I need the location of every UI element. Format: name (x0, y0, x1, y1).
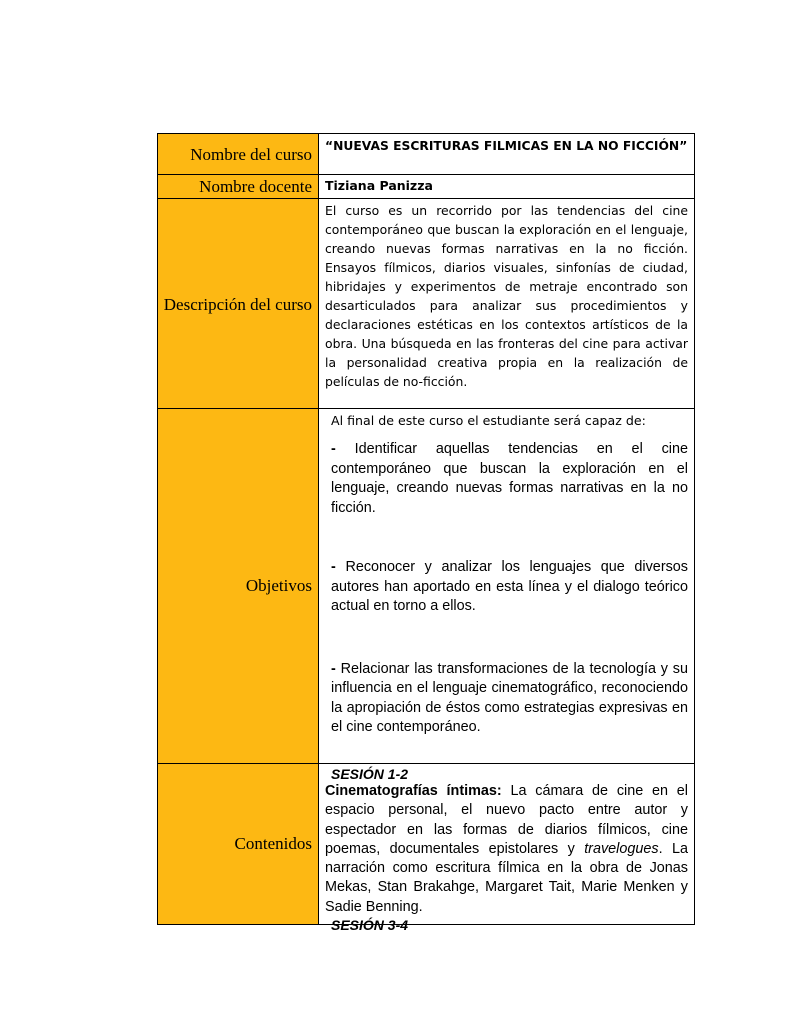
contents-italic: travelogues (584, 840, 659, 857)
value-objectives (319, 409, 694, 763)
session-heading: SESIÓN 3-4 (331, 917, 409, 934)
value-description (319, 199, 694, 408)
session-heading: SESIÓN 1-2 (331, 766, 409, 782)
objective-bullet: - (331, 660, 341, 677)
label-description: Descripción del curso (158, 199, 319, 408)
contents-text (325, 782, 688, 917)
row-description (158, 199, 694, 409)
row-teacher (158, 175, 694, 199)
label-course-name: Nombre del curso (158, 134, 319, 174)
row-contents (158, 764, 694, 934)
objective-text: Identificar aquellas tendencias en el cine contemporáneo que buscan la exploración en el lenguaje, creando nuevas formas narrativas en la no ficción. (331, 441, 688, 516)
value-teacher (319, 175, 694, 198)
contents-heading: Cinematografías íntimas: (325, 783, 502, 799)
value-contents (319, 764, 694, 934)
row-objectives (158, 409, 694, 764)
description-text: El curso es un recorrido por las tendencias del cine contemporáneo que buscan la exploración en el lenguaje, creando nuevas formas narrativas en la no ficción. Ensayos fílmicos, diarios visuales, sinfonías de ciudad, hibridajes y experimentos de metraje encontrado son desarticulados para analizar sus procedimientos y declaraciones estéticas en los contextos artísticos de la obra. Una búsqueda en las fronteras del cine para activar la personalidad creativa propia en la realización de películas de no-ficción. (325, 203, 688, 389)
value-course-name (319, 134, 694, 174)
objective-bullet: - (331, 559, 346, 575)
label-teacher: Nombre docente (158, 175, 319, 198)
objective-bullet: - (331, 441, 355, 457)
course-info-table (157, 133, 695, 934)
contents-text-a: La cámara de cine en el espacio personal, el nuevo pacto entre autor y espectador en las formas de diarios fílmicos, cine poemas, documentales epistolares y (325, 783, 688, 857)
objective-text: Reconocer y analizar los lenguajes que diversos autores han aportado en esta línea y el dialogo teórico actual en torno a ellos. (331, 559, 689, 614)
teacher-name: Tiziana Panizza (325, 178, 433, 193)
objective-item (331, 660, 688, 738)
label-objectives: Objetivos (158, 409, 319, 763)
label-contents: Contenidos (158, 764, 319, 924)
objective-item (331, 558, 688, 617)
objective-item (331, 440, 688, 518)
course-title: “NUEVAS ESCRITURAS FILMICAS EN LA NO FICCIÓN” (325, 139, 688, 153)
row-course-name (158, 134, 694, 175)
objectives-intro: Al final de este curso el estudiante será capaz de: (331, 413, 646, 428)
contents-text-b: . La narración como escritura fílmica en la obra de Jonas Mekas, Stan Brakahge, Margaret Tait, Marie Menken y Sadie Benning. (325, 840, 688, 915)
objective-text: Relacionar las transformaciones de la tecnología y su influencia en el lenguaje cinematográfico, reconociendo la apropiación de éstos como estrategias expresivas en el cine contemporáneo. (331, 660, 688, 735)
